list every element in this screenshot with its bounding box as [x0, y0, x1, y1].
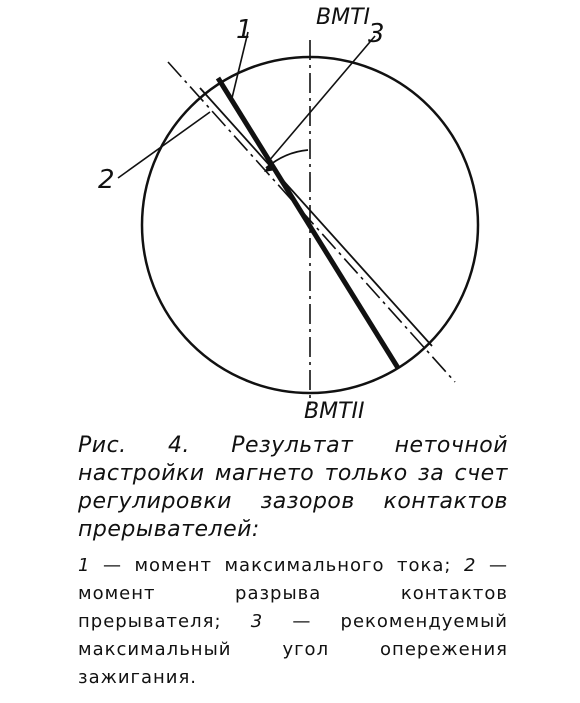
legend-3-text: — рекомендуемый максимальный угол опережения зажигания.	[78, 611, 508, 688]
legend-1-number: 1	[78, 555, 91, 576]
label-3: 3	[368, 19, 385, 49]
line-2-break-moment	[200, 88, 432, 346]
label-bmt-bottom: ВМТII	[304, 399, 365, 424]
caption-title: Рис. 4. Результат неточной настройки магнето только за счет регулировки зазоров контактов прерывателей:	[78, 433, 508, 542]
label-bmt-top: ВМТI	[316, 5, 371, 30]
legend-2-text: — момент разрыва контактов прерывателя;	[78, 555, 508, 632]
legend-3-number: 3	[250, 611, 264, 632]
leader-2	[118, 112, 210, 178]
figure-caption	[78, 432, 508, 692]
line-1-max-current	[218, 78, 398, 368]
legend-1-text: — момент максимального тока;	[90, 555, 452, 576]
label-1: 1	[236, 15, 253, 45]
caption-legend	[78, 552, 508, 692]
legend-2-number: 2	[464, 555, 477, 576]
leader-3	[268, 36, 375, 162]
label-2: 2	[98, 165, 115, 195]
